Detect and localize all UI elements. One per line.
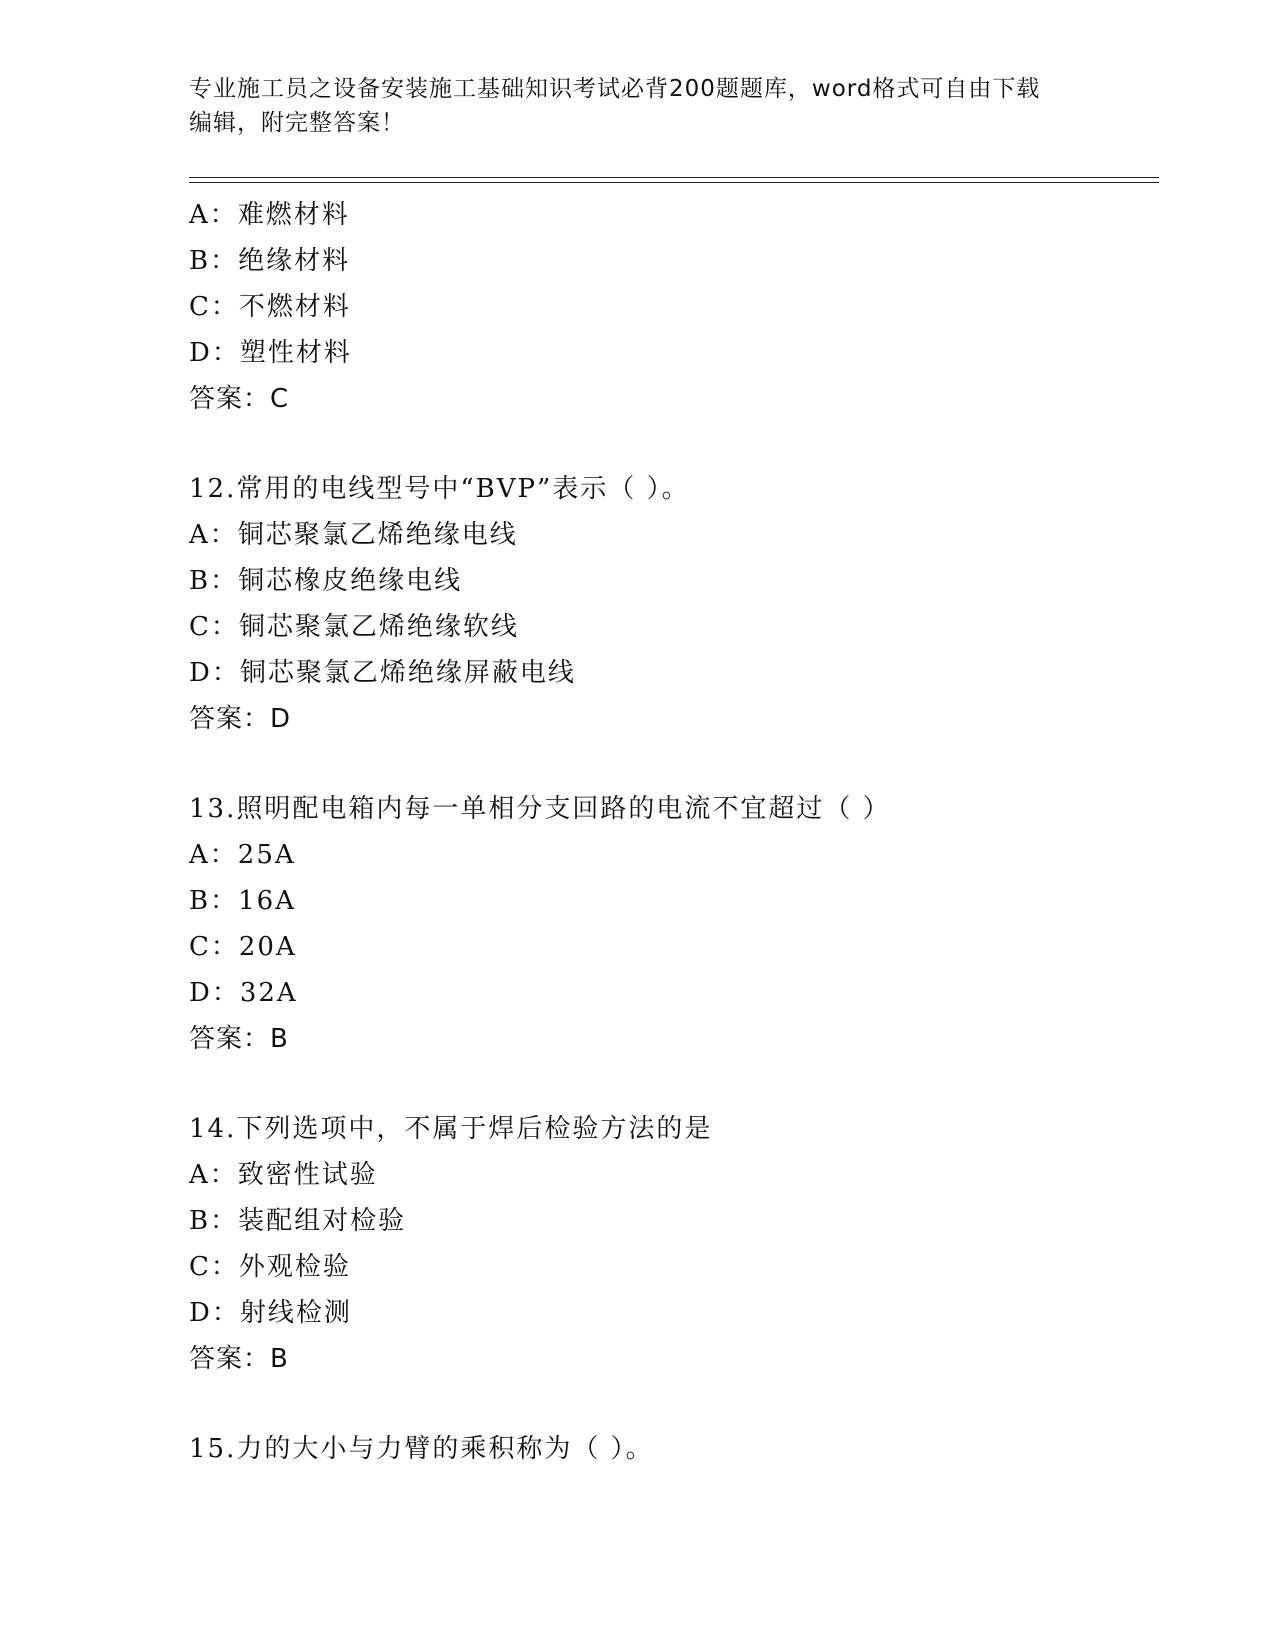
- question-14: [189, 1106, 1149, 1382]
- question-11: [189, 192, 1149, 422]
- option-c: C：铜芯聚氯乙烯绝缘软线: [189, 612, 519, 642]
- question-text: 14.下列选项中，不属于焊后检验方法的是: [189, 1114, 713, 1144]
- answer: 答案：D: [189, 704, 292, 734]
- question-text: 12.常用的电线型号中“BVP”表示（ ）。: [189, 474, 690, 504]
- header-divider-bottom: [189, 182, 1159, 183]
- option-d: D：32A: [189, 978, 298, 1008]
- question-12: [189, 466, 1149, 742]
- option-a: A：25A: [189, 840, 296, 870]
- option-a: A：致密性试验: [189, 1160, 378, 1190]
- option-a: A：铜芯聚氯乙烯绝缘电线: [189, 520, 518, 550]
- spacer: [189, 422, 1149, 466]
- header-title-line2: 编辑，附完整答案！: [189, 110, 405, 136]
- document-header: [189, 72, 1069, 140]
- option-c: C：外观检验: [189, 1252, 351, 1282]
- spacer: [189, 1062, 1149, 1106]
- answer: 答案：C: [189, 384, 290, 414]
- option-d: D：铜芯聚氯乙烯绝缘屏蔽电线: [189, 658, 576, 688]
- answer: 答案：B: [189, 1344, 289, 1374]
- question-text: 13.照明配电箱内每一单相分支回路的电流不宜超过（ ）: [189, 794, 891, 824]
- option-d: D：射线检测: [189, 1298, 352, 1328]
- header-title-line1: 专业施工员之设备安装施工基础知识考试必背200题题库，word格式可自由下载: [189, 76, 1041, 102]
- option-c: C：不燃材料: [189, 292, 351, 322]
- spacer: [189, 1382, 1149, 1426]
- answer: 答案：B: [189, 1024, 289, 1054]
- spacer: [189, 742, 1149, 786]
- option-c: C：20A: [189, 932, 297, 962]
- question-text: 15.力的大小与力臂的乘积称为（ ）。: [189, 1434, 654, 1464]
- question-15: [189, 1426, 1149, 1472]
- option-b: B：铜芯橡皮绝缘电线: [189, 566, 463, 596]
- header-divider-top: [189, 177, 1159, 178]
- option-b: B：16A: [189, 886, 296, 916]
- option-b: B：装配组对检验: [189, 1206, 407, 1236]
- option-a: A：难燃材料: [189, 200, 350, 230]
- question-13: [189, 786, 1149, 1062]
- option-b: B：绝缘材料: [189, 246, 351, 276]
- option-d: D：塑性材料: [189, 338, 352, 368]
- question-list: [189, 192, 1149, 1472]
